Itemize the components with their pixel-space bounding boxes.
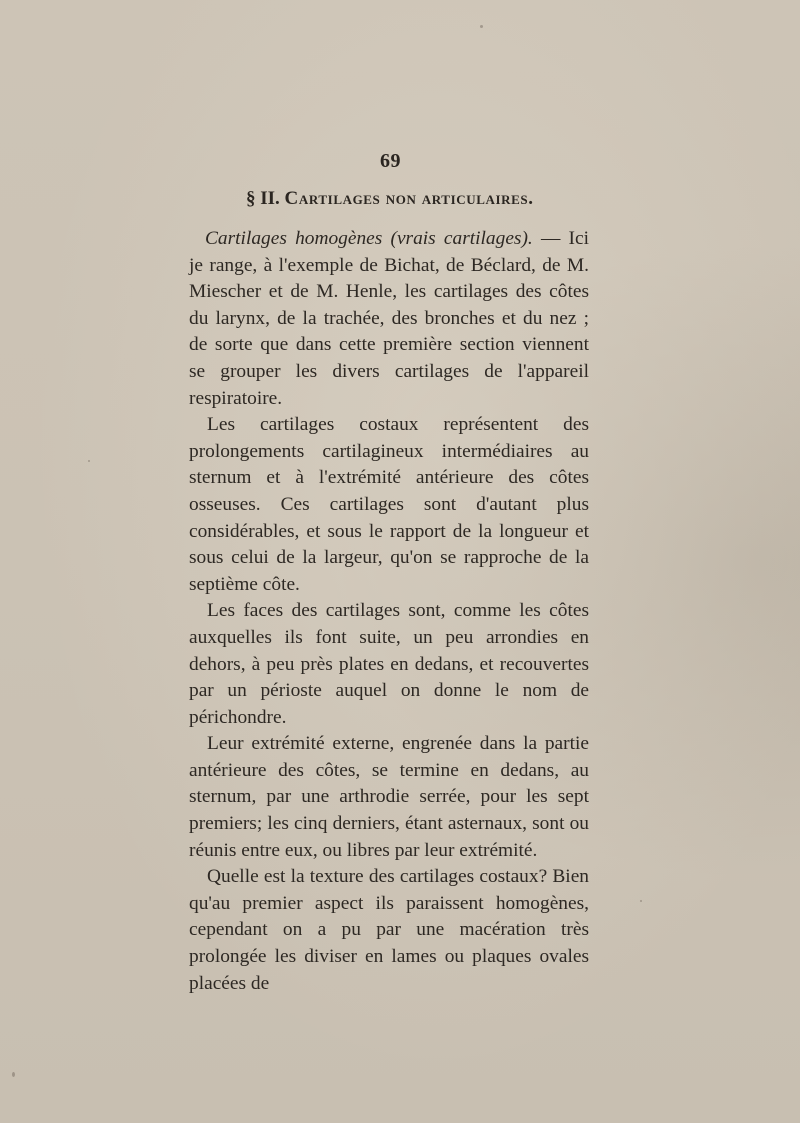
paragraph: Les cartilages costaux représentent des prolongements cartilagineux intermédiaires au sternum et à l'extrémité antérieure des côtes osseuses. Ces cartilages sont d'autant plus considérables, et sous le rapport de la longueur et sous celui de la largeur, qu'on se rapproche de la septième côte. <box>189 414 589 595</box>
paragraph: Les faces des cartilages sont, comme les côtes auxquelles ils font suite, un peu arrondies en dehors, à peu près plates en dedans, et recouvertes par un périoste auquel on donne le nom de périchondre. <box>189 600 589 728</box>
paragraph <box>189 226 589 412</box>
paragraph: Leur extrémité externe, engrenée dans la partie antérieure des côtes, se termine en dedans, au sternum, par une arthrodie serrée, pour les sept premiers; les cinq derniers, étant asternaux, sont ou réunis entre eux, ou libres par leur extrémité. <box>189 733 589 861</box>
paper-speck <box>480 25 483 28</box>
paper-speck <box>12 1072 15 1077</box>
section-title: Cartilages non articulaires. <box>284 188 534 209</box>
paper-speck <box>88 460 90 462</box>
paragraph: Quelle est la texture des cartilages costaux? Bien qu'au premier aspect ils paraissent homogènes, cependant on a pu par une macération très prolongée les diviser en lames ou plaques ovales placées de <box>189 866 589 994</box>
italic-lead: Cartilages homogènes (vrais cartilages). <box>205 228 533 249</box>
paragraph-text: — Ici je range, à l'exemple de Bichat, de Béclard, de M. Miescher et de M. Henle, les cartilages des côtes du larynx, de la trachée, des bronches et du nez ; de sorte que dans cette première section viennent se grouper les divers cartilages de l'appareil respiratoire. <box>189 228 589 409</box>
page-number: 69 <box>380 150 401 172</box>
body-text <box>189 226 589 997</box>
section-heading <box>246 188 534 210</box>
paper-speck <box>640 900 642 902</box>
section-number: § II. <box>246 188 280 209</box>
